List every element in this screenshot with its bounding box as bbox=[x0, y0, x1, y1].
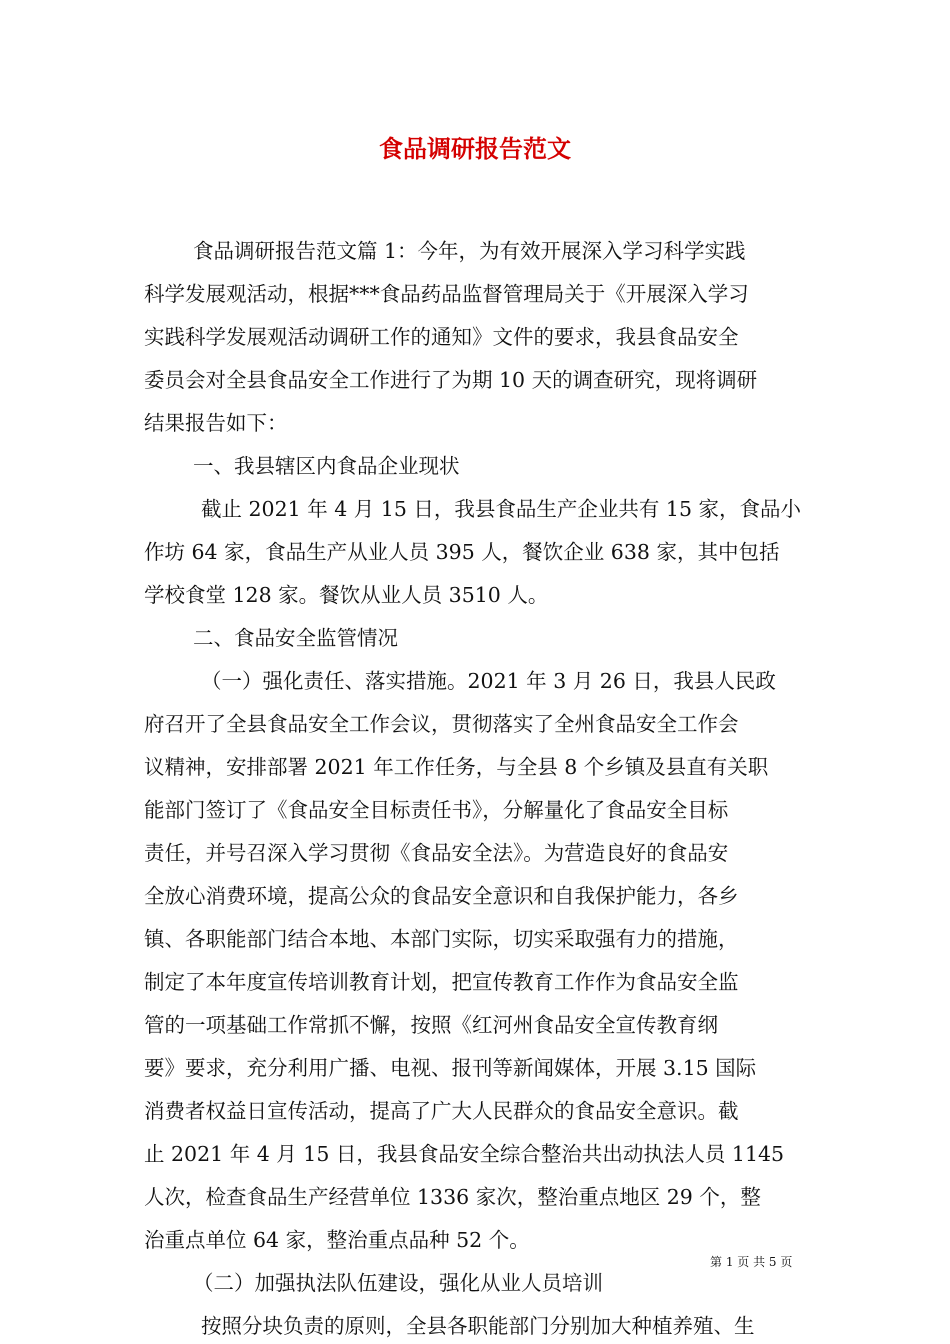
body-line: 制定了本年度宣传培训教育计划，把宣传教育工作作为食品安全监 bbox=[144, 970, 739, 994]
body-line: 管的一项基础工作常抓不懈，按照《红河州食品安全宣传教育纲 bbox=[144, 1013, 718, 1037]
body-line: 实践科学发展观活动调研工作的通知》文件的要求，我县食品安全 bbox=[144, 325, 739, 349]
body-line: 科学发展观活动，根据***食品药品监督管理局关于《开展深入学习 bbox=[144, 282, 749, 306]
body-line: 人次，检查食品生产经营单位 1336 家次，整治重点地区 29 个，整 bbox=[144, 1185, 761, 1209]
document-title: 食品调研报告范文 bbox=[379, 134, 571, 163]
body-line: 消费者权益日宣传活动，提高了广大人民群众的食品安全意识。截 bbox=[144, 1099, 739, 1123]
body-line: 止 2021 年 4 月 15 日，我县食品安全综合整治共出动执法人员 1145 bbox=[144, 1142, 785, 1166]
body-line: 治重点单位 64 家，整治重点品种 52 个。 bbox=[144, 1228, 530, 1252]
body-line: 结果报告如下： bbox=[144, 411, 288, 435]
section-heading: 二、食品安全监管情况 bbox=[193, 626, 398, 650]
body-line: 议精神，安排部署 2021 年工作任务，与全县 8 个乡镇及县直有关职 bbox=[144, 755, 769, 779]
section-heading: 一、我县辖区内食品企业现状 bbox=[193, 454, 460, 478]
body-line: 截止 2021 年 4 月 15 日，我县食品生产企业共有 15 家，食品小 bbox=[201, 497, 802, 521]
subsection-heading: （二）加强执法队伍建设，强化从业人员培训 bbox=[193, 1271, 603, 1295]
body-line: 按照分块负责的原则，全县各职能部门分别加大种植养殖、生 bbox=[201, 1314, 755, 1338]
body-line: 作坊 64 家，食品生产从业人员 395 人，餐饮企业 638 家，其中包括 bbox=[144, 540, 780, 564]
body-line: 镇、各职能部门结合本地、本部门实际，切实采取强有力的措施， bbox=[144, 927, 739, 951]
body-line: 全放心消费环境，提高公众的食品安全意识和自我保护能力，各乡 bbox=[144, 884, 739, 908]
body-line: 委员会对全县食品安全工作进行了为期 10 天的调查研究，现将调研 bbox=[144, 368, 758, 392]
page-number: 第 1 页 共 5 页 bbox=[710, 1255, 793, 1269]
body-line: 责任，并号召深入学习贯彻《食品安全法》。为营造良好的食品安 bbox=[144, 841, 729, 865]
body-line: 府召开了全县食品安全工作会议，贯彻落实了全州食品安全工作会 bbox=[144, 712, 739, 736]
body-line: （一）强化责任、落实措施。2021 年 3 月 26 日，我县人民政 bbox=[201, 669, 776, 693]
body-line: 要》要求，充分利用广播、电视、报刊等新闻媒体，开展 3.15 国际 bbox=[144, 1056, 757, 1080]
body-line: 学校食堂 128 家。餐饮从业人员 3510 人。 bbox=[144, 583, 549, 607]
body-line: 食品调研报告范文篇 1：今年，为有效开展深入学习科学实践 bbox=[193, 239, 746, 263]
body-line: 能部门签订了《食品安全目标责任书》，分解量化了食品安全目标 bbox=[144, 798, 729, 822]
